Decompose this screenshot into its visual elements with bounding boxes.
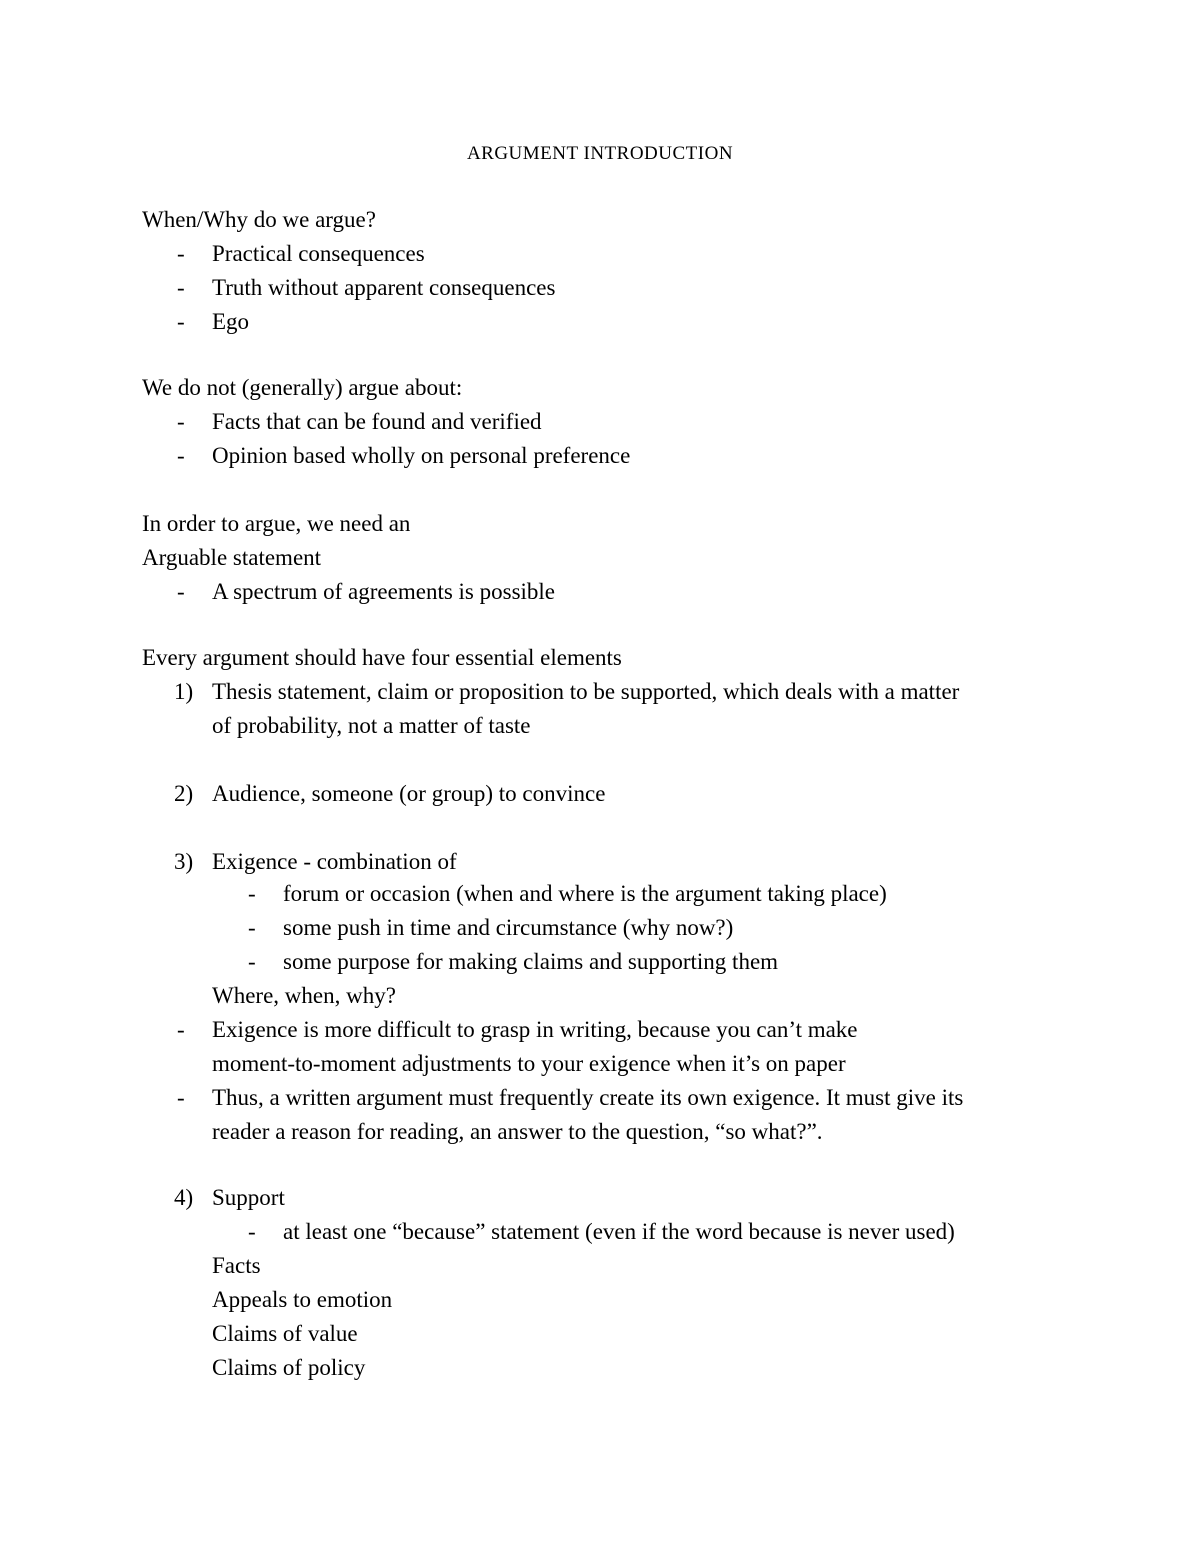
why-heading: When/Why do we argue? xyxy=(142,207,376,232)
support-item-value: Claims of value xyxy=(212,1321,358,1346)
element-3-sub-1: forum or occasion (when and where is the argument taking place) xyxy=(283,881,887,906)
order-line-1: In order to argue, we need an xyxy=(142,511,411,536)
element-number-2: 2) xyxy=(174,781,194,806)
not-argue-heading: We do not (generally) argue about: xyxy=(142,375,463,400)
element-number-4: 4) xyxy=(174,1185,194,1210)
element-2-text: Audience, someone (or group) to convince xyxy=(212,781,606,806)
bullet-dash: - xyxy=(177,309,185,334)
element-3-sub-2: some push in time and circumstance (why now?) xyxy=(283,915,734,940)
not-argue-item-2: Opinion based wholly on personal preference xyxy=(212,443,631,468)
bullet-dash: - xyxy=(177,579,185,604)
element-3-text: Exigence - combination of xyxy=(212,849,457,874)
element-3-sub-3: some purpose for making claims and supporting them xyxy=(283,949,779,974)
not-argue-item-1: Facts that can be found and verified xyxy=(212,409,542,434)
exigence-note-2-line-1: Thus, a written argument must frequently create its own exigence. It must give its xyxy=(212,1085,964,1110)
element-4-sub-1: at least one “because” statement (even if the word because is never used) xyxy=(283,1219,955,1244)
bullet-dash: - xyxy=(248,1219,256,1244)
bullet-dash: - xyxy=(177,241,185,266)
bullet-dash: - xyxy=(177,275,185,300)
exigence-note-2-line-2: reader a reason for reading, an answer to the question, “so what?”. xyxy=(212,1119,823,1144)
order-item-1: A spectrum of agreements is possible xyxy=(212,579,556,604)
bullet-dash: - xyxy=(248,949,256,974)
bullet-dash: - xyxy=(177,443,185,468)
bullet-dash: - xyxy=(177,1017,185,1042)
document-title: ARGUMENT INTRODUCTION xyxy=(466,143,734,164)
exigence-note-1-line-1: Exigence is more difficult to grasp in writing, because you can’t make xyxy=(212,1017,858,1042)
why-item-3: Ego xyxy=(212,309,250,334)
support-item-facts: Facts xyxy=(212,1253,261,1278)
bullet-dash: - xyxy=(177,1085,185,1110)
elements-heading: Every argument should have four essential elements xyxy=(142,645,622,670)
element-1-line-1: Thesis statement, claim or proposition to be supported, which deals with a matter xyxy=(212,679,960,704)
exigence-note-1-line-2: moment-to-moment adjustments to your exigence when it’s on paper xyxy=(212,1051,846,1076)
support-item-emotion: Appeals to emotion xyxy=(212,1287,393,1312)
support-item-policy: Claims of policy xyxy=(212,1355,366,1380)
element-3-after: Where, when, why? xyxy=(212,983,396,1008)
why-item-2: Truth without apparent consequences xyxy=(212,275,556,300)
element-1-line-2: of probability, not a matter of taste xyxy=(212,713,531,738)
element-number-3: 3) xyxy=(174,849,194,874)
element-number-1: 1) xyxy=(174,679,194,704)
bullet-dash: - xyxy=(248,915,256,940)
why-item-1: Practical consequences xyxy=(212,241,425,266)
bullet-dash: - xyxy=(177,409,185,434)
order-line-2: Arguable statement xyxy=(142,545,322,570)
element-4-text: Support xyxy=(212,1185,285,1210)
bullet-dash: - xyxy=(248,881,256,906)
